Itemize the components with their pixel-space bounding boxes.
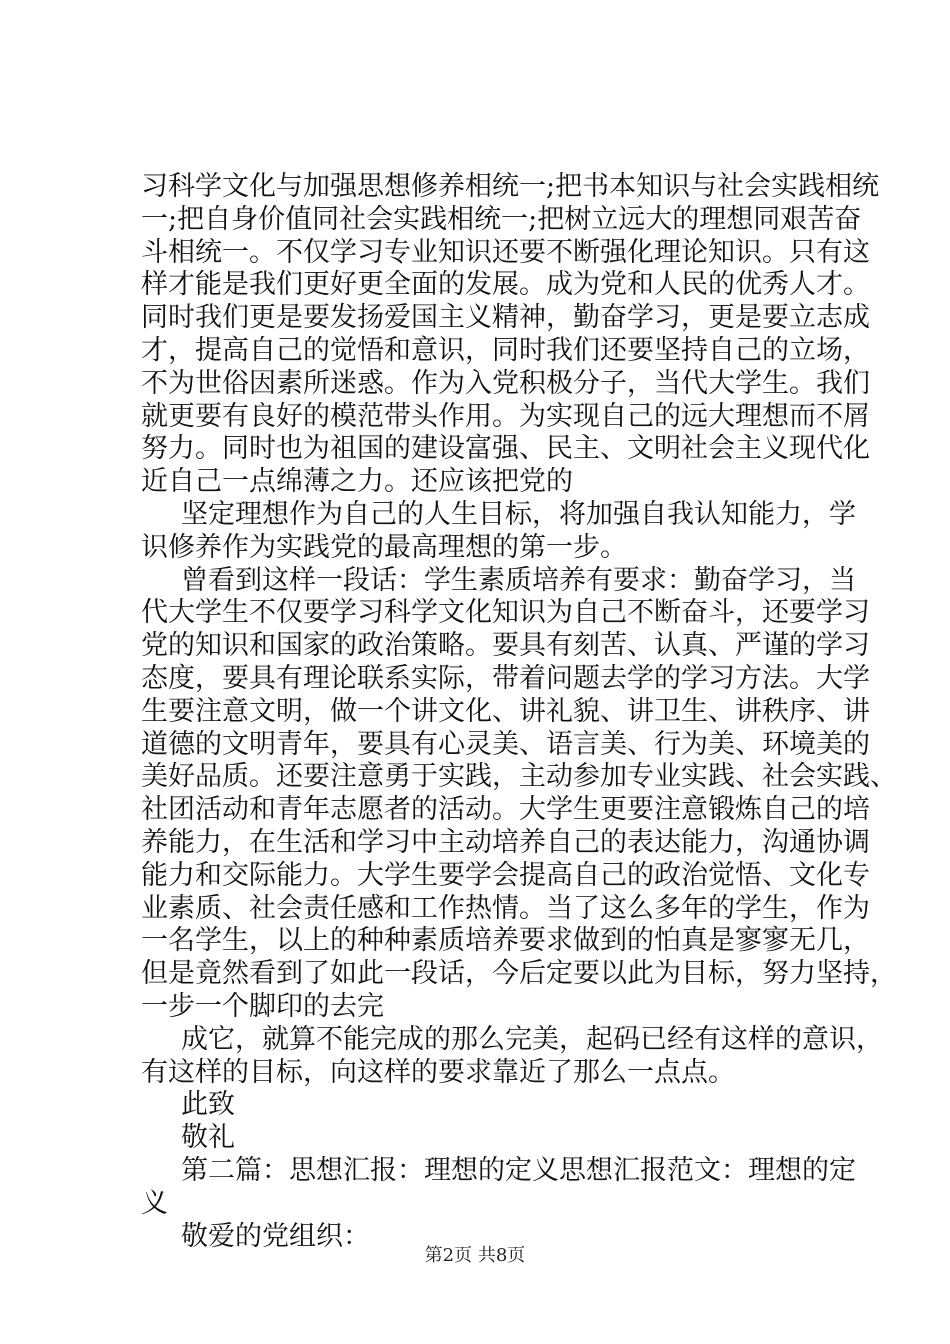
- text-line: 生要注意文明，做一个讲文化、讲礼貌、讲卫生、讲秩序、讲: [141, 695, 870, 727]
- text-line: 第二篇：思想汇报：理想的定义思想汇报范文：理想的定: [181, 1154, 856, 1186]
- text-line: 斗相统一。不仅学习专业知识还要不断强化理论知识。只有这: [141, 236, 870, 268]
- text-line: 义: [141, 1187, 168, 1219]
- text-line: 此致: [181, 1089, 235, 1121]
- text-line: 曾看到这样一段话：学生素质培养有要求：勤奋学习，当: [181, 564, 856, 596]
- text-line: 有这样的目标，向这样的要求靠近了那么一点点。: [141, 1056, 735, 1088]
- text-line: 不为世俗因素所迷惑。作为入党积极分子，当代大学生。我们: [141, 367, 870, 399]
- text-line: 坚定理想作为自己的人生目标，将加强自我认知能力，学: [181, 498, 856, 530]
- text-line: 习科学文化与加强思想修养相统一;把书本知识与社会实践相统: [141, 171, 880, 202]
- text-line: 党的知识和国家的政治策略。要具有刻苦、认真、严谨的学习: [141, 630, 870, 662]
- page-footer: 第2页 共8页: [424, 1245, 526, 1266]
- text-line: 近自己一点绵薄之力。还应该把党的: [141, 466, 573, 498]
- text-line: 同时我们更是要发扬爱国主义精神，勤奋学习，更是要立志成: [141, 302, 870, 334]
- text-line: 一步一个脚印的去完: [141, 990, 384, 1022]
- text-line: 态度，要具有理论联系实际，带着问题去学的学习方法。大学: [141, 662, 870, 694]
- text-line: 成它，就算不能完成的那么完美，起码已经有这样的意识，: [181, 1023, 883, 1055]
- text-line: 一;把自身价值同社会实践相统一;把树立远大的理想同艰苦奋: [141, 203, 862, 235]
- text-line: 才，提高自己的觉悟和意识，同时我们还要坚持自己的立场，: [141, 334, 870, 366]
- text-line: 样才能是我们更好更全面的发展。成为党和人民的优秀人才。: [141, 269, 870, 301]
- text-line: 能力和交际能力。大学生要学会提高自己的政治觉悟、文化专: [141, 859, 870, 891]
- text-line: 养能力，在生活和学习中主动培养自己的表达能力，沟通协调: [141, 826, 870, 858]
- text-line: 努力。同时也为祖国的建设富强、民主、文明社会主义现代化: [141, 433, 870, 465]
- text-line: 就更要有良好的模范带头作用。为实现自己的远大理想而不屑: [141, 400, 870, 432]
- text-line: 一名学生，以上的种种素质培养要求做到的怕真是寥寥无几，: [141, 925, 870, 957]
- text-line: 业素质、社会责任感和工作热情。当了这么多年的学生，作为: [141, 892, 870, 924]
- text-line: 美好品质。还要注意勇于实践，主动参加专业实践、社会实践、: [141, 761, 897, 793]
- document-body: [141, 171, 897, 1253]
- text-line: 社团活动和青年志愿者的活动。大学生更要注意锻炼自己的培: [141, 794, 870, 826]
- text-line: 敬礼: [181, 1122, 235, 1154]
- text-line: 但是竟然看到了如此一段话，今后定要以此为目标，努力坚持，: [141, 958, 897, 990]
- text-line: 敬爱的党组织：: [181, 1220, 370, 1252]
- text-line: 代大学生不仅要学习科学文化知识为自己不断奋斗，还要学习: [141, 597, 870, 629]
- text-line: 道德的文明青年，要具有心灵美、语言美、行为美、环境美的: [141, 728, 870, 760]
- text-line: 识修养作为实践党的最高理想的第一步。: [141, 531, 627, 563]
